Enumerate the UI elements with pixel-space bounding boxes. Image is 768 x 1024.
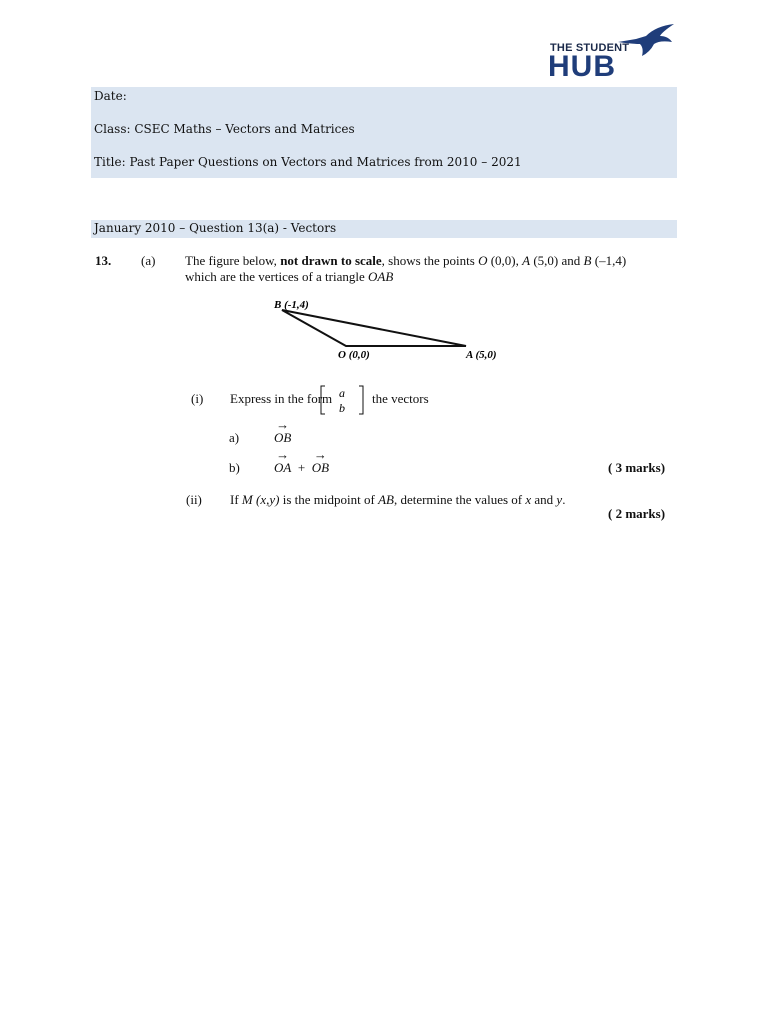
sub-i-marks: ( 3 marks): [608, 460, 666, 475]
item-b-label: b): [229, 460, 240, 475]
sub-i-text-after: the vectors: [372, 391, 429, 406]
class-line: Class: CSEC Maths – Vectors and Matrices: [94, 122, 355, 136]
label-o: O (0,0): [338, 349, 370, 361]
matrix-top: a: [339, 386, 345, 400]
logo-top-text: THE STUDENT: [550, 42, 630, 54]
header-info-box: [91, 87, 677, 178]
triangle-oab: [282, 310, 466, 346]
column-vector-bracket: [319, 384, 365, 416]
vector-arrow-icon: →: [276, 447, 290, 462]
student-hub-logo: [548, 22, 676, 84]
not-to-scale-text: not drawn to scale: [280, 253, 382, 268]
sub-i-text: Express in the form: [230, 391, 333, 406]
question-intro-line-1: The figure below, not drawn to scale, shows the points O (0,0), A (5,0) and B (–1,4): [185, 253, 627, 268]
triangle-figure: [270, 296, 530, 366]
label-a: A (5,0): [466, 349, 497, 361]
vector-arrow-icon: →: [276, 417, 290, 432]
question-part: (a): [141, 253, 156, 268]
date-label: Date:: [94, 89, 127, 103]
vector-arrow-icon: →: [313, 447, 327, 462]
question-intro-line-2: which are the vertices of a triangle OAB: [185, 269, 394, 284]
sub-ii-number: (ii): [186, 492, 202, 507]
matrix-bottom: b: [339, 401, 345, 415]
logo-main-text: HUB: [548, 50, 616, 83]
question-number: 13.: [95, 253, 112, 268]
item-b-expression: → OA + → OB: [274, 447, 330, 475]
item-a-label: a): [229, 430, 240, 445]
sub-i-number: (i): [191, 391, 204, 406]
title-line: Title: Past Paper Questions on Vectors and Matrices from 2010 – 2021: [94, 155, 522, 169]
sub-ii-text: If M (x,y) is the midpoint of AB, determine the values of x and y.: [230, 492, 566, 507]
item-a-vector: → OB: [274, 417, 292, 445]
label-b: B (-1,4): [274, 299, 309, 311]
section-title: January 2010 – Question 13(a) - Vectors: [94, 221, 337, 235]
section-heading-bar: [91, 220, 677, 238]
sub-ii-marks: ( 2 marks): [608, 506, 666, 521]
